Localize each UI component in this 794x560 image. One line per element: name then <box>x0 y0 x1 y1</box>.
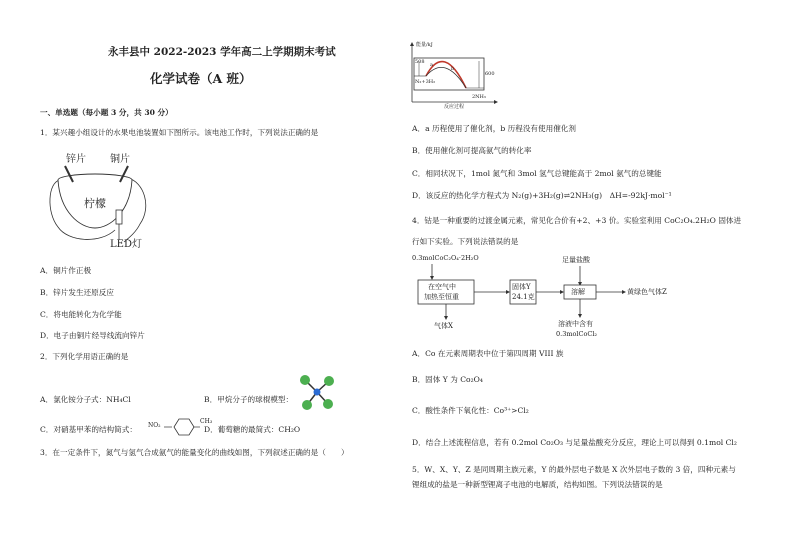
q4-stem-line2: 行如下实验。下列说法错误的是 <box>412 237 519 246</box>
q2-option-c: C．对硝基甲苯的结构简式： <box>40 425 137 434</box>
flow-heat-box-line2: 加热至恒重 <box>424 293 459 301</box>
p-nitrotoluene-structure <box>148 416 212 438</box>
energy-right-value: 600 <box>485 71 495 77</box>
q2-option-b: B．甲烷分子的球棍模型： <box>204 395 294 404</box>
q4-option-a: A．Co 在元素周期表中位于第四周期 VIII 族 <box>412 349 564 358</box>
q1-option-d: D．电子由铜片经导线流向锌片 <box>40 331 145 340</box>
q2-option-d: D．葡萄糖的最简式：CH₂O <box>204 425 301 434</box>
q2-stem: 2．下列化学用语正确的是 <box>40 352 129 361</box>
product-label: 2NH₃ <box>472 94 486 100</box>
q3-option-a: A．a 历程使用了催化剂，b 历程没有使用催化剂 <box>412 124 576 133</box>
energy-left-value: 508 <box>415 59 425 65</box>
curve-b-label: b <box>451 66 455 72</box>
exam-school-title: 永丰县中 2022-2023 学年高二上学期期末考试 <box>108 46 336 58</box>
flow-gas-x-label: 气体X <box>434 322 453 330</box>
q3-option-d: D．该反应的热化学方程式为 N₂(g)+3H₂(g)⇌2NH₃(g) ΔH=-92kJ·mol⁻¹ <box>412 191 672 200</box>
q1-option-a: A．铜片作正极 <box>40 266 92 275</box>
flow-gas-z-label: 黄绿色气体Z <box>627 288 667 296</box>
lemon-label: 柠檬 <box>84 197 106 210</box>
flow-heat-box-line1: 在空气中 <box>428 283 456 291</box>
energy-y-label: 能量/kJ <box>416 42 433 48</box>
q4-stem-line1: 4．钴是一种重要的过渡金属元素，常见化合价有+2、+3 价。实验室利用 CoC₂O₄.2H₂O 固体进 <box>412 216 742 225</box>
q2-option-a: A．氯化铵分子式：NH₄Cl <box>40 395 131 404</box>
fruit-battery-figure <box>40 152 160 262</box>
cobalt-flowchart <box>412 252 712 342</box>
energy-diagram <box>400 40 500 112</box>
q3-option-b: B．使用催化剂可提高氨气的转化率 <box>412 146 532 155</box>
q3-option-c: C．相同状况下，1mol 氮气和 3mol 氢气总键能高于 2mol 氨气的总键能 <box>412 169 662 178</box>
q3-stem: 3．在一定条件下，氮气与氢气合成氨气的能量变化的曲线如图，下列叙述正确的是（ ） <box>40 448 349 457</box>
flow-solid-y-line1: 固体Y <box>512 283 531 291</box>
q4-option-d: D．结合上述流程信息，若有 0.2mol Co₂O₃ 与足量盐酸充分反应，理论上可以得到 0.1mol Cl₂ <box>412 438 737 447</box>
zinc-label: 锌片 <box>66 154 86 165</box>
q1-option-b: B．锌片发生还原反应 <box>40 288 114 297</box>
q4-option-b: B．固体 Y 为 Co₂O₄ <box>412 375 483 384</box>
flow-solid-y-line2: 24.1克 <box>512 293 535 301</box>
q1-option-c: C．将电能转化为化学能 <box>40 310 122 319</box>
reactants-label: N₂+3H₂ <box>415 79 436 85</box>
energy-x-label: 反应过程 <box>444 104 465 110</box>
flow-acid-label: 足量盐酸 <box>562 256 590 264</box>
flow-start-label: 0.3molCoC₂O₄·2H₂O <box>412 254 479 262</box>
curve-a-label: a <box>430 62 433 68</box>
methyl-group-label: CH₃ <box>200 418 213 425</box>
flow-solution-line1: 溶液中含有 <box>558 320 593 328</box>
section-heading: 一、单选题（每小题 3 分，共 30 分） <box>40 108 173 117</box>
q5-stem-line2: 锂组成的盐是一种新型锂离子电池的电解质，结构如图。下列说法错误的是 <box>412 480 663 489</box>
copper-label: 铜片 <box>110 154 130 165</box>
flow-solution-line2: 0.3molCoCl₂ <box>556 330 598 338</box>
methane-ball-stick-icon <box>297 372 337 412</box>
exam-subject-title: 化学试卷（A 班） <box>150 71 252 86</box>
flow-dissolve-box: 溶解 <box>571 288 585 296</box>
q5-stem-line1: 5．W、X、Y、Z 是同周期主族元素，Y 的最外层电子数是 X 次外层电子数的 3 倍，四种元素与 <box>412 465 736 474</box>
nitro-group-label: NO₂ <box>148 422 161 429</box>
q4-option-c: C．酸性条件下氧化性：Co³⁺>Cl₂ <box>412 406 529 415</box>
led-label: LED灯 <box>110 239 142 250</box>
q1-stem: 1．某兴趣小组设计的水果电池装置如下图所示。该电池工作时，下列说法正确的是 <box>40 128 319 137</box>
